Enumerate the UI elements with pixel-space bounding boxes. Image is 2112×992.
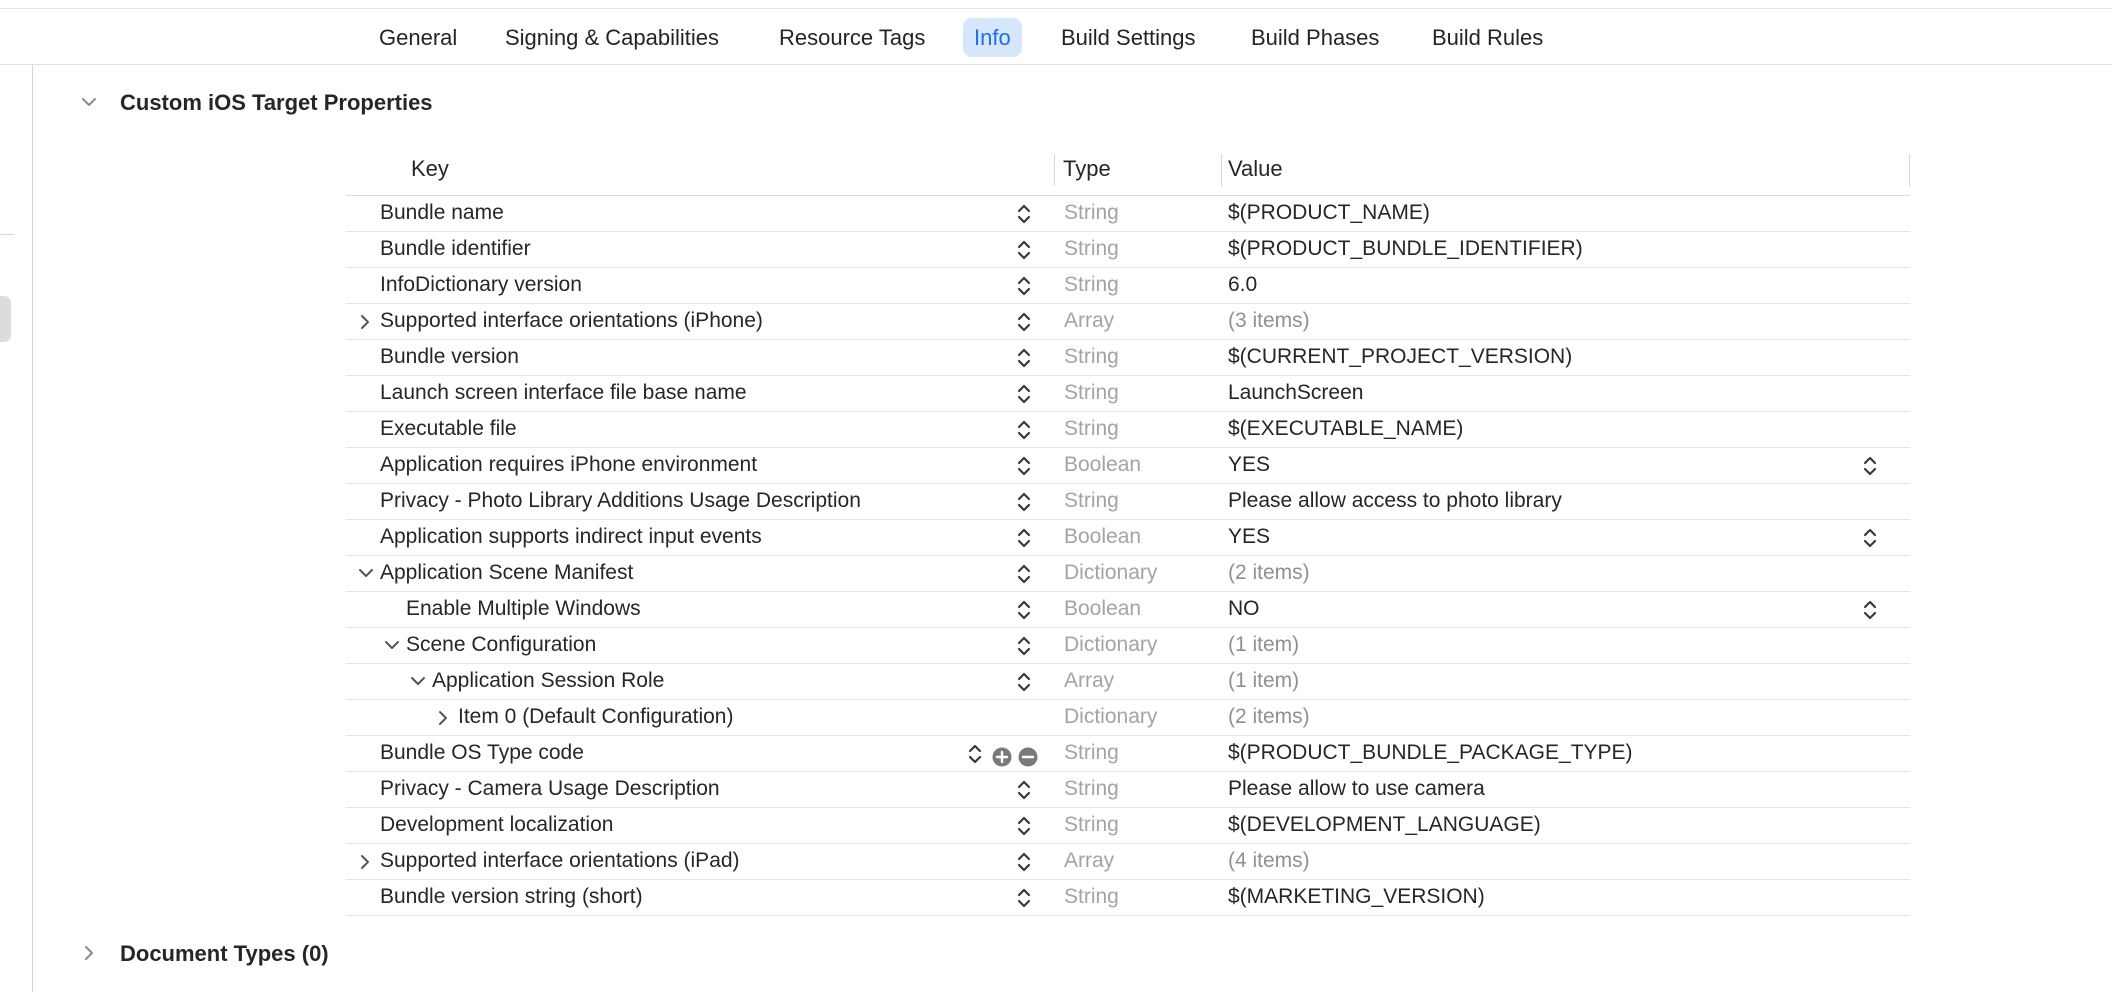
- table-row-bundle-name[interactable]: [346, 196, 1910, 232]
- property-key[interactable]: Enable Multiple Windows: [406, 597, 641, 620]
- property-key[interactable]: Supported interface orientations (iPad): [380, 849, 740, 872]
- property-value[interactable]: 6.0: [1228, 273, 1258, 296]
- property-value[interactable]: (2 items): [1228, 561, 1310, 584]
- tab-info[interactable]: Info: [963, 18, 1022, 57]
- column-divider[interactable]: [1909, 154, 1910, 186]
- up-down-stepper-icon[interactable]: [1013, 454, 1035, 478]
- table-body: [346, 196, 1910, 916]
- property-type[interactable]: Boolean: [1064, 453, 1142, 476]
- property-type[interactable]: String: [1064, 885, 1119, 908]
- property-key[interactable]: Bundle version: [380, 345, 519, 368]
- property-value[interactable]: (2 items): [1228, 705, 1310, 728]
- up-down-stepper-icon[interactable]: [1013, 202, 1035, 226]
- property-type[interactable]: String: [1064, 345, 1119, 368]
- section-title: Document Types (0): [120, 941, 329, 966]
- table-row-executable-file[interactable]: [346, 412, 1910, 448]
- property-value[interactable]: (1 item): [1228, 633, 1300, 656]
- property-type[interactable]: String: [1064, 777, 1119, 800]
- tab-build-rules[interactable]: Build Rules: [1432, 25, 1544, 50]
- column-header-value[interactable]: Value: [1228, 156, 1283, 181]
- property-type[interactable]: Dictionary: [1064, 705, 1158, 728]
- property-key[interactable]: Bundle name: [380, 201, 504, 224]
- property-value[interactable]: YES: [1228, 525, 1271, 548]
- property-key[interactable]: Application requires iPhone environment: [380, 453, 758, 476]
- table-row-launch-screen-interface-file-base-name[interactable]: [346, 376, 1910, 412]
- up-down-stepper-icon[interactable]: [1013, 778, 1035, 802]
- up-down-stepper-icon[interactable]: [1013, 886, 1035, 910]
- table-row-application-scene-manifest[interactable]: [346, 556, 1910, 592]
- table-row-bundle-version-string-short[interactable]: [346, 880, 1910, 916]
- column-header-type[interactable]: Type: [1063, 156, 1111, 181]
- property-type[interactable]: Dictionary: [1064, 561, 1158, 584]
- property-key[interactable]: Executable file: [380, 417, 517, 440]
- table-header: [346, 150, 1910, 196]
- property-value[interactable]: (1 item): [1228, 669, 1300, 692]
- property-value[interactable]: $(MARKETING_VERSION): [1228, 885, 1485, 908]
- up-down-stepper-icon[interactable]: [1013, 526, 1035, 550]
- property-type[interactable]: String: [1064, 201, 1119, 224]
- property-type[interactable]: Array: [1064, 849, 1115, 872]
- property-key[interactable]: Development localization: [380, 813, 614, 836]
- table-row-infodictionary-version[interactable]: [346, 268, 1910, 304]
- up-down-stepper-icon[interactable]: [1013, 238, 1035, 262]
- properties-table: [346, 150, 1910, 916]
- up-down-stepper-icon[interactable]: [1013, 490, 1035, 514]
- chevron-down-icon[interactable]: [356, 556, 374, 590]
- up-down-stepper-icon[interactable]: [1013, 274, 1035, 298]
- minus-circle-icon[interactable]: [1018, 744, 1038, 764]
- up-down-stepper-icon[interactable]: [1013, 634, 1035, 658]
- chevron-down-icon[interactable]: [408, 664, 426, 698]
- property-value[interactable]: $(EXECUTABLE_NAME): [1228, 417, 1464, 440]
- property-value[interactable]: $(PRODUCT_BUNDLE_IDENTIFIER): [1228, 237, 1583, 260]
- property-type[interactable]: Dictionary: [1064, 633, 1158, 656]
- sidebar-separator: [0, 234, 14, 235]
- section-title: Custom iOS Target Properties: [120, 90, 433, 115]
- property-key[interactable]: Scene Configuration: [406, 633, 597, 656]
- table-row-bundle-os-type-code[interactable]: [346, 736, 1910, 772]
- property-type[interactable]: Boolean: [1064, 597, 1142, 620]
- table-row-development-localization[interactable]: [346, 808, 1910, 844]
- table-row-bundle-identifier[interactable]: [346, 232, 1910, 268]
- up-down-stepper-icon[interactable]: [964, 742, 986, 766]
- chevron-right-icon[interactable]: [80, 932, 102, 976]
- tab-build-phases[interactable]: Build Phases: [1251, 25, 1380, 50]
- property-type[interactable]: Array: [1064, 669, 1115, 692]
- chevron-down-icon[interactable]: [382, 628, 400, 662]
- property-type[interactable]: String: [1064, 417, 1119, 440]
- property-key[interactable]: Privacy - Camera Usage Description: [380, 777, 720, 800]
- property-type[interactable]: Boolean: [1064, 525, 1142, 548]
- property-value[interactable]: $(DEVELOPMENT_LANGUAGE): [1228, 813, 1541, 836]
- tab-general[interactable]: General: [379, 25, 458, 50]
- table-row-supported-interface-orientations-ipad[interactable]: [346, 844, 1910, 880]
- column-divider[interactable]: [1054, 154, 1055, 186]
- property-key[interactable]: Privacy - Photo Library Additions Usage Description: [380, 489, 861, 512]
- tab-signing-capabilities[interactable]: Signing & Capabilities: [505, 25, 720, 50]
- property-key[interactable]: Launch screen interface file base name: [380, 381, 747, 404]
- up-down-stepper-icon[interactable]: [1013, 310, 1035, 334]
- property-value[interactable]: $(PRODUCT_NAME): [1228, 201, 1430, 224]
- table-row-bundle-version[interactable]: [346, 340, 1910, 376]
- property-value[interactable]: LaunchScreen: [1228, 381, 1364, 404]
- value-popup-stepper-icon[interactable]: [1859, 598, 1881, 622]
- value-popup-stepper-icon[interactable]: [1859, 454, 1881, 478]
- up-down-stepper-icon[interactable]: [1013, 814, 1035, 838]
- up-down-stepper-icon[interactable]: [1013, 598, 1035, 622]
- property-type[interactable]: Array: [1064, 309, 1115, 332]
- property-value[interactable]: YES: [1228, 453, 1271, 476]
- table-row-privacy-camera-usage-description[interactable]: [346, 772, 1910, 808]
- up-down-stepper-icon[interactable]: [1013, 562, 1035, 586]
- up-down-stepper-icon[interactable]: [1013, 670, 1035, 694]
- property-type[interactable]: String: [1064, 237, 1119, 260]
- property-key[interactable]: Item 0 (Default Configuration): [458, 705, 734, 728]
- plus-circle-icon[interactable]: [992, 744, 1012, 764]
- property-value[interactable]: (3 items): [1228, 309, 1310, 332]
- chevron-right-icon[interactable]: [356, 304, 374, 338]
- table-row-application-session-role[interactable]: [346, 664, 1910, 700]
- tab-resource-tags[interactable]: Resource Tags: [779, 25, 926, 50]
- up-down-stepper-icon[interactable]: [1013, 382, 1035, 406]
- table-row-scene-configuration[interactable]: [346, 628, 1910, 664]
- table-row-item-0-default-configuration[interactable]: [346, 700, 1910, 736]
- value-popup-stepper-icon[interactable]: [1859, 526, 1881, 550]
- column-header-key[interactable]: Key: [411, 156, 449, 181]
- table-row-application-supports-indirect-input-events[interactable]: [346, 520, 1910, 556]
- property-type[interactable]: String: [1064, 381, 1119, 404]
- editor-tab-bar: [0, 9, 2112, 65]
- tab-build-settings[interactable]: Build Settings: [1061, 25, 1196, 50]
- property-key[interactable]: InfoDictionary version: [380, 273, 582, 296]
- property-key[interactable]: Bundle OS Type code: [380, 741, 584, 764]
- property-key[interactable]: Bundle identifier: [380, 237, 531, 260]
- up-down-stepper-icon[interactable]: [1013, 346, 1035, 370]
- targets-list-divider: [32, 65, 33, 992]
- table-row-privacy-photo-library-additions-usage-description[interactable]: [346, 484, 1910, 520]
- property-key[interactable]: Application Scene Manifest: [380, 561, 634, 584]
- up-down-stepper-icon[interactable]: [1013, 850, 1035, 874]
- table-row-application-requires-iphone-environment[interactable]: [346, 448, 1910, 484]
- property-type[interactable]: String: [1064, 741, 1119, 764]
- property-value[interactable]: $(PRODUCT_BUNDLE_PACKAGE_TYPE): [1228, 741, 1633, 764]
- property-value[interactable]: Please allow access to photo library: [1228, 489, 1562, 512]
- property-key[interactable]: Supported interface orientations (iPhone): [380, 309, 763, 332]
- property-type[interactable]: String: [1064, 273, 1119, 296]
- property-key[interactable]: Application supports indirect input events: [380, 525, 762, 548]
- column-divider[interactable]: [1221, 154, 1222, 186]
- property-value[interactable]: (4 items): [1228, 849, 1310, 872]
- table-row-enable-multiple-windows[interactable]: [346, 592, 1910, 628]
- property-type[interactable]: String: [1064, 489, 1119, 512]
- property-key[interactable]: Bundle version string (short): [380, 885, 643, 908]
- chevron-right-icon[interactable]: [434, 700, 452, 734]
- table-row-supported-interface-orientations-iphone[interactable]: [346, 304, 1910, 340]
- property-key[interactable]: Application Session Role: [432, 669, 665, 692]
- chevron-down-icon[interactable]: [80, 81, 102, 125]
- property-value[interactable]: Please allow to use camera: [1228, 777, 1485, 800]
- chevron-right-icon[interactable]: [356, 844, 374, 878]
- property-value[interactable]: NO: [1228, 597, 1260, 620]
- up-down-stepper-icon[interactable]: [1013, 418, 1035, 442]
- sidebar-selection-indicator[interactable]: [0, 296, 11, 342]
- property-value[interactable]: $(CURRENT_PROJECT_VERSION): [1228, 345, 1573, 368]
- property-type[interactable]: String: [1064, 813, 1119, 836]
